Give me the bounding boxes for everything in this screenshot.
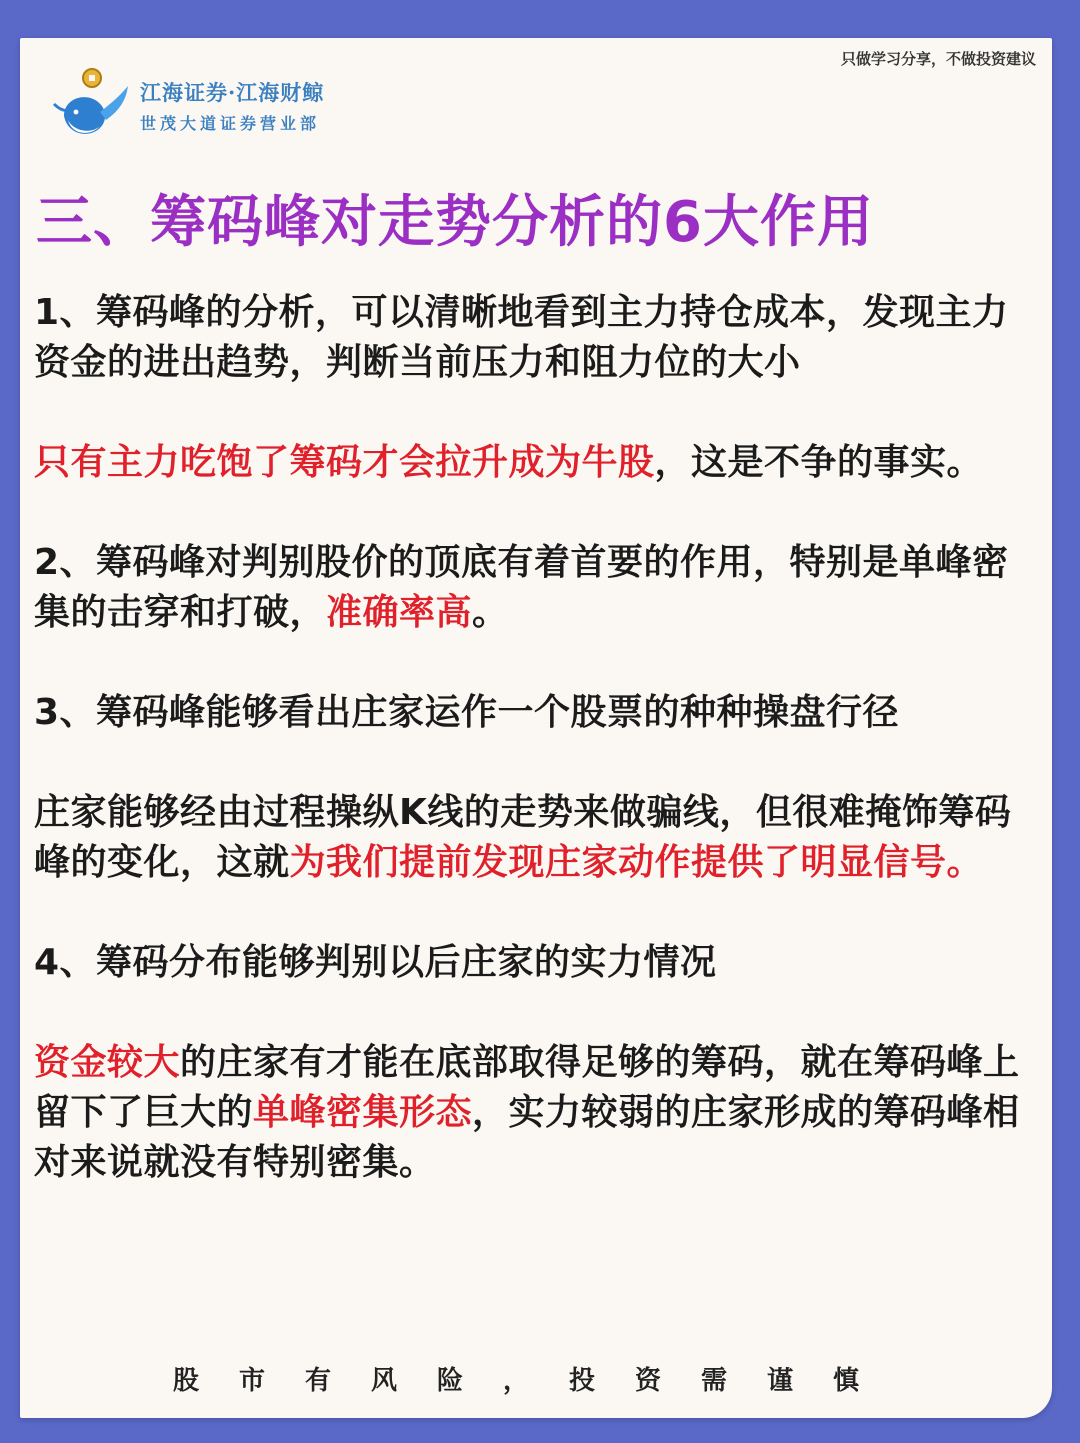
paragraph bbox=[34, 1038, 1039, 1188]
body-text: ，实力较弱的庄家形成的筹码峰相对来说就没有特别密集。 bbox=[34, 1092, 1020, 1183]
highlight-text: 只有主力吃饱了筹码才会拉升成为牛股 bbox=[34, 442, 655, 483]
article-body bbox=[34, 288, 1039, 1238]
paragraph bbox=[34, 938, 1039, 988]
logo-subtitle: 世茂大道证券营业部 bbox=[140, 113, 321, 133]
whale-logo-icon bbox=[46, 64, 138, 146]
highlight-text: 为我们提前发现庄家动作提供了明显信号。 bbox=[289, 842, 984, 883]
risk-warning-text: 股市有风险，投资需谨慎 bbox=[172, 1366, 899, 1396]
highlight-text: 准确率高 bbox=[326, 592, 473, 633]
body-text: 。 bbox=[472, 592, 509, 633]
paragraph bbox=[34, 288, 1039, 388]
paragraph bbox=[34, 438, 1039, 488]
body-text: 1、筹码峰的分析，可以清晰地看到主力持仓成本，发现主力资金的进出趋势，判断当前压力和阻力位的大小 bbox=[34, 292, 1009, 383]
highlight-text: 资金较大 bbox=[34, 1042, 181, 1083]
paragraph bbox=[34, 688, 1039, 738]
paragraph bbox=[34, 538, 1039, 638]
body-text: 3、筹码峰能够看出庄家运作一个股票的种种操盘行径 bbox=[34, 692, 900, 733]
logo-title: 江海证券·江海财鲸 bbox=[140, 79, 325, 105]
page-title: 三、筹码峰对走势分析的6大作用 bbox=[36, 190, 874, 255]
risk-footer bbox=[20, 1360, 1052, 1397]
disclaimer-text: 只做学习分享，不做投资建议 bbox=[840, 50, 1036, 68]
content-card bbox=[20, 38, 1052, 1418]
highlight-text: 单峰密集形态 bbox=[253, 1092, 473, 1133]
body-text: 的庄家有才能在底部取得足够的筹码，就在筹码峰上留下了巨大的 bbox=[34, 1042, 1020, 1133]
paragraph bbox=[34, 788, 1039, 888]
body-text: 庄家能够经由过程操纵K线的走势来做骗线，但很难掩饰筹码峰的变化，这就 bbox=[34, 792, 1012, 883]
body-text: ，这是不争的事实。 bbox=[654, 442, 984, 483]
body-text: 2、筹码峰对判别股价的顶底有着首要的作用，特别是单峰密集的击穿和打破， bbox=[34, 542, 1009, 633]
body-text: 4、筹码分布能够判别以后庄家的实力情况 bbox=[34, 942, 717, 983]
brand-logo bbox=[46, 64, 324, 146]
